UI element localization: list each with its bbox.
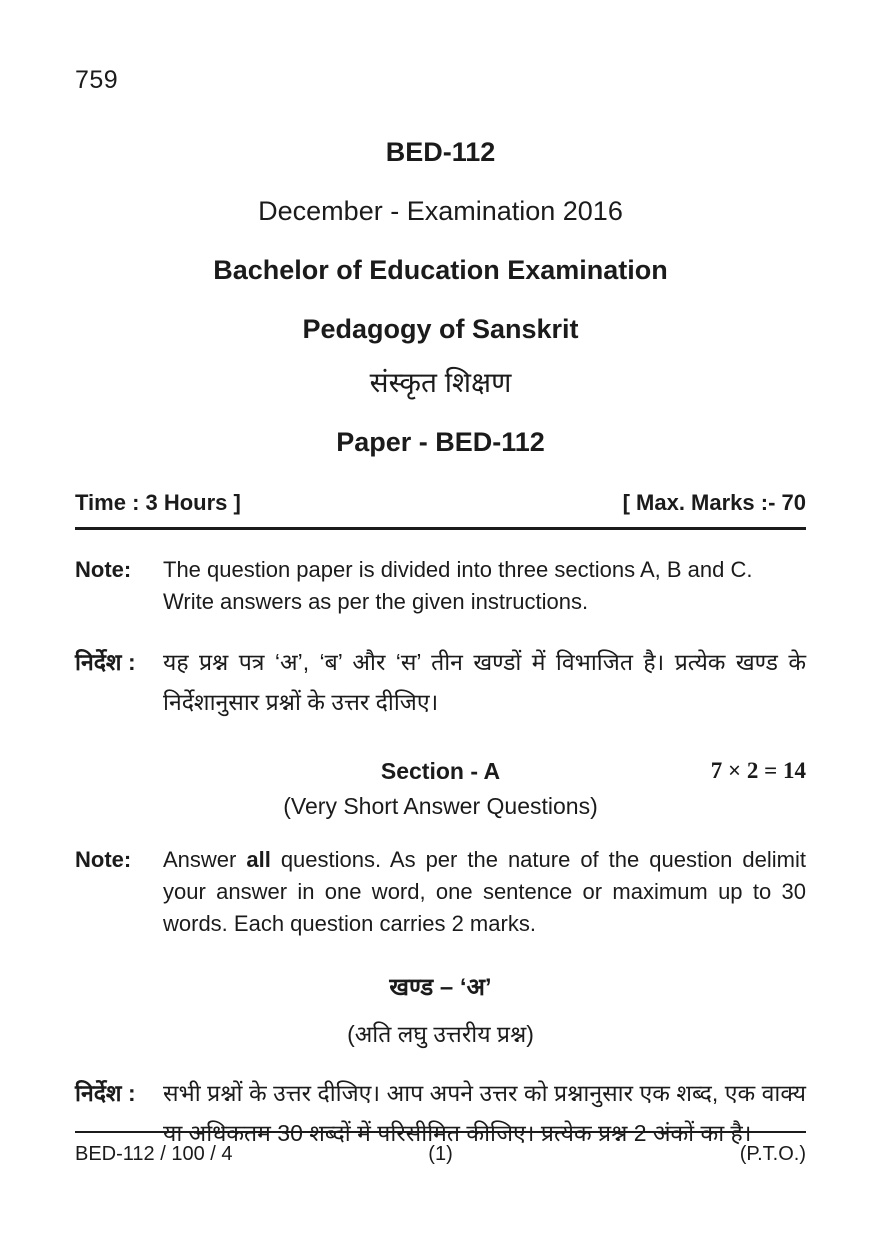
section-a-nirdesh-label: निर्देश : <box>75 1079 136 1106</box>
section-a-subtitle: (Very Short Answer Questions) <box>283 793 598 820</box>
section-a-note-english <box>75 844 806 940</box>
section-a-title: Section - A <box>380 758 501 785</box>
general-note-english <box>75 554 806 618</box>
section-a-nirdesh-text: सभी प्रश्नों के उत्तर दीजिए। आप अपने उत्तर को प्रश्नानुसार एक शब्द, एक वाक्य या अधिकतम 30 शब्दों में परिसीमित कीजिए। प्रत्येक प्रश्न 2 अंकों का है। <box>163 1079 806 1147</box>
header-divider-rule <box>75 527 806 530</box>
paper-serial-number: 759 <box>75 66 119 94</box>
note-text-bold-word: all <box>246 847 271 873</box>
note-text-part1: Answer <box>163 847 247 873</box>
subject-title-hindi: संस्कृत शिक्षण <box>369 367 512 398</box>
footer-paper-print-code: BED-112 / 100 / 4 <box>75 1143 233 1165</box>
note-text-part2: questions. As per the nature of the question delimit your answer in one word, one sentence or maximum up to 30 words. Each question carries 2 marks. <box>163 847 806 937</box>
exam-session-title: December - Examination 2016 <box>258 196 623 226</box>
paper-number-title: Paper - BED-112 <box>336 427 545 457</box>
note-text: The question paper is divided into three sections A, B and C. Write answers as per the given instructions. <box>163 557 753 614</box>
section-a-note-label: Note: <box>75 847 132 873</box>
khand-a-title-hindi: खण्ड – ‘अ’ <box>389 973 492 1001</box>
khand-a-subtitle-hindi: (अति लघु उत्तरीय प्रश्न) <box>347 1020 534 1047</box>
footer-pto-label: (P.T.O.) <box>739 1143 807 1165</box>
nirdesh-text: यह प्रश्न पत्र ‘अ’, ‘ब’ और ‘स’ तीन खण्डों में विभाजित है। प्रत्येक खण्ड के निर्देशानुसार प्रश्नों के उत्तर दीजिए। <box>163 648 806 716</box>
page-content <box>0 66 881 1153</box>
exam-name-title: Bachelor of Education Examination <box>213 255 668 285</box>
time-allowed-label: Time : 3 Hours ] <box>75 490 241 515</box>
page-footer <box>75 1131 806 1166</box>
section-a-note-text <box>163 844 806 940</box>
nirdesh-label: निर्देश : <box>75 648 136 675</box>
paper-header <box>75 137 806 458</box>
paper-code-title: BED-112 <box>385 137 496 167</box>
subject-title-english: Pedagogy of Sanskrit <box>302 314 579 344</box>
general-note-hindi <box>75 642 806 723</box>
section-a-heading <box>75 758 806 785</box>
max-marks-label: [ Max. Marks :- 70 <box>622 490 806 515</box>
note-label: Note: <box>75 557 132 582</box>
time-marks-row <box>75 490 806 516</box>
section-a-marks-formula: 7 × 2 = 14 <box>710 758 806 784</box>
footer-page-number: (1) <box>428 1143 453 1165</box>
